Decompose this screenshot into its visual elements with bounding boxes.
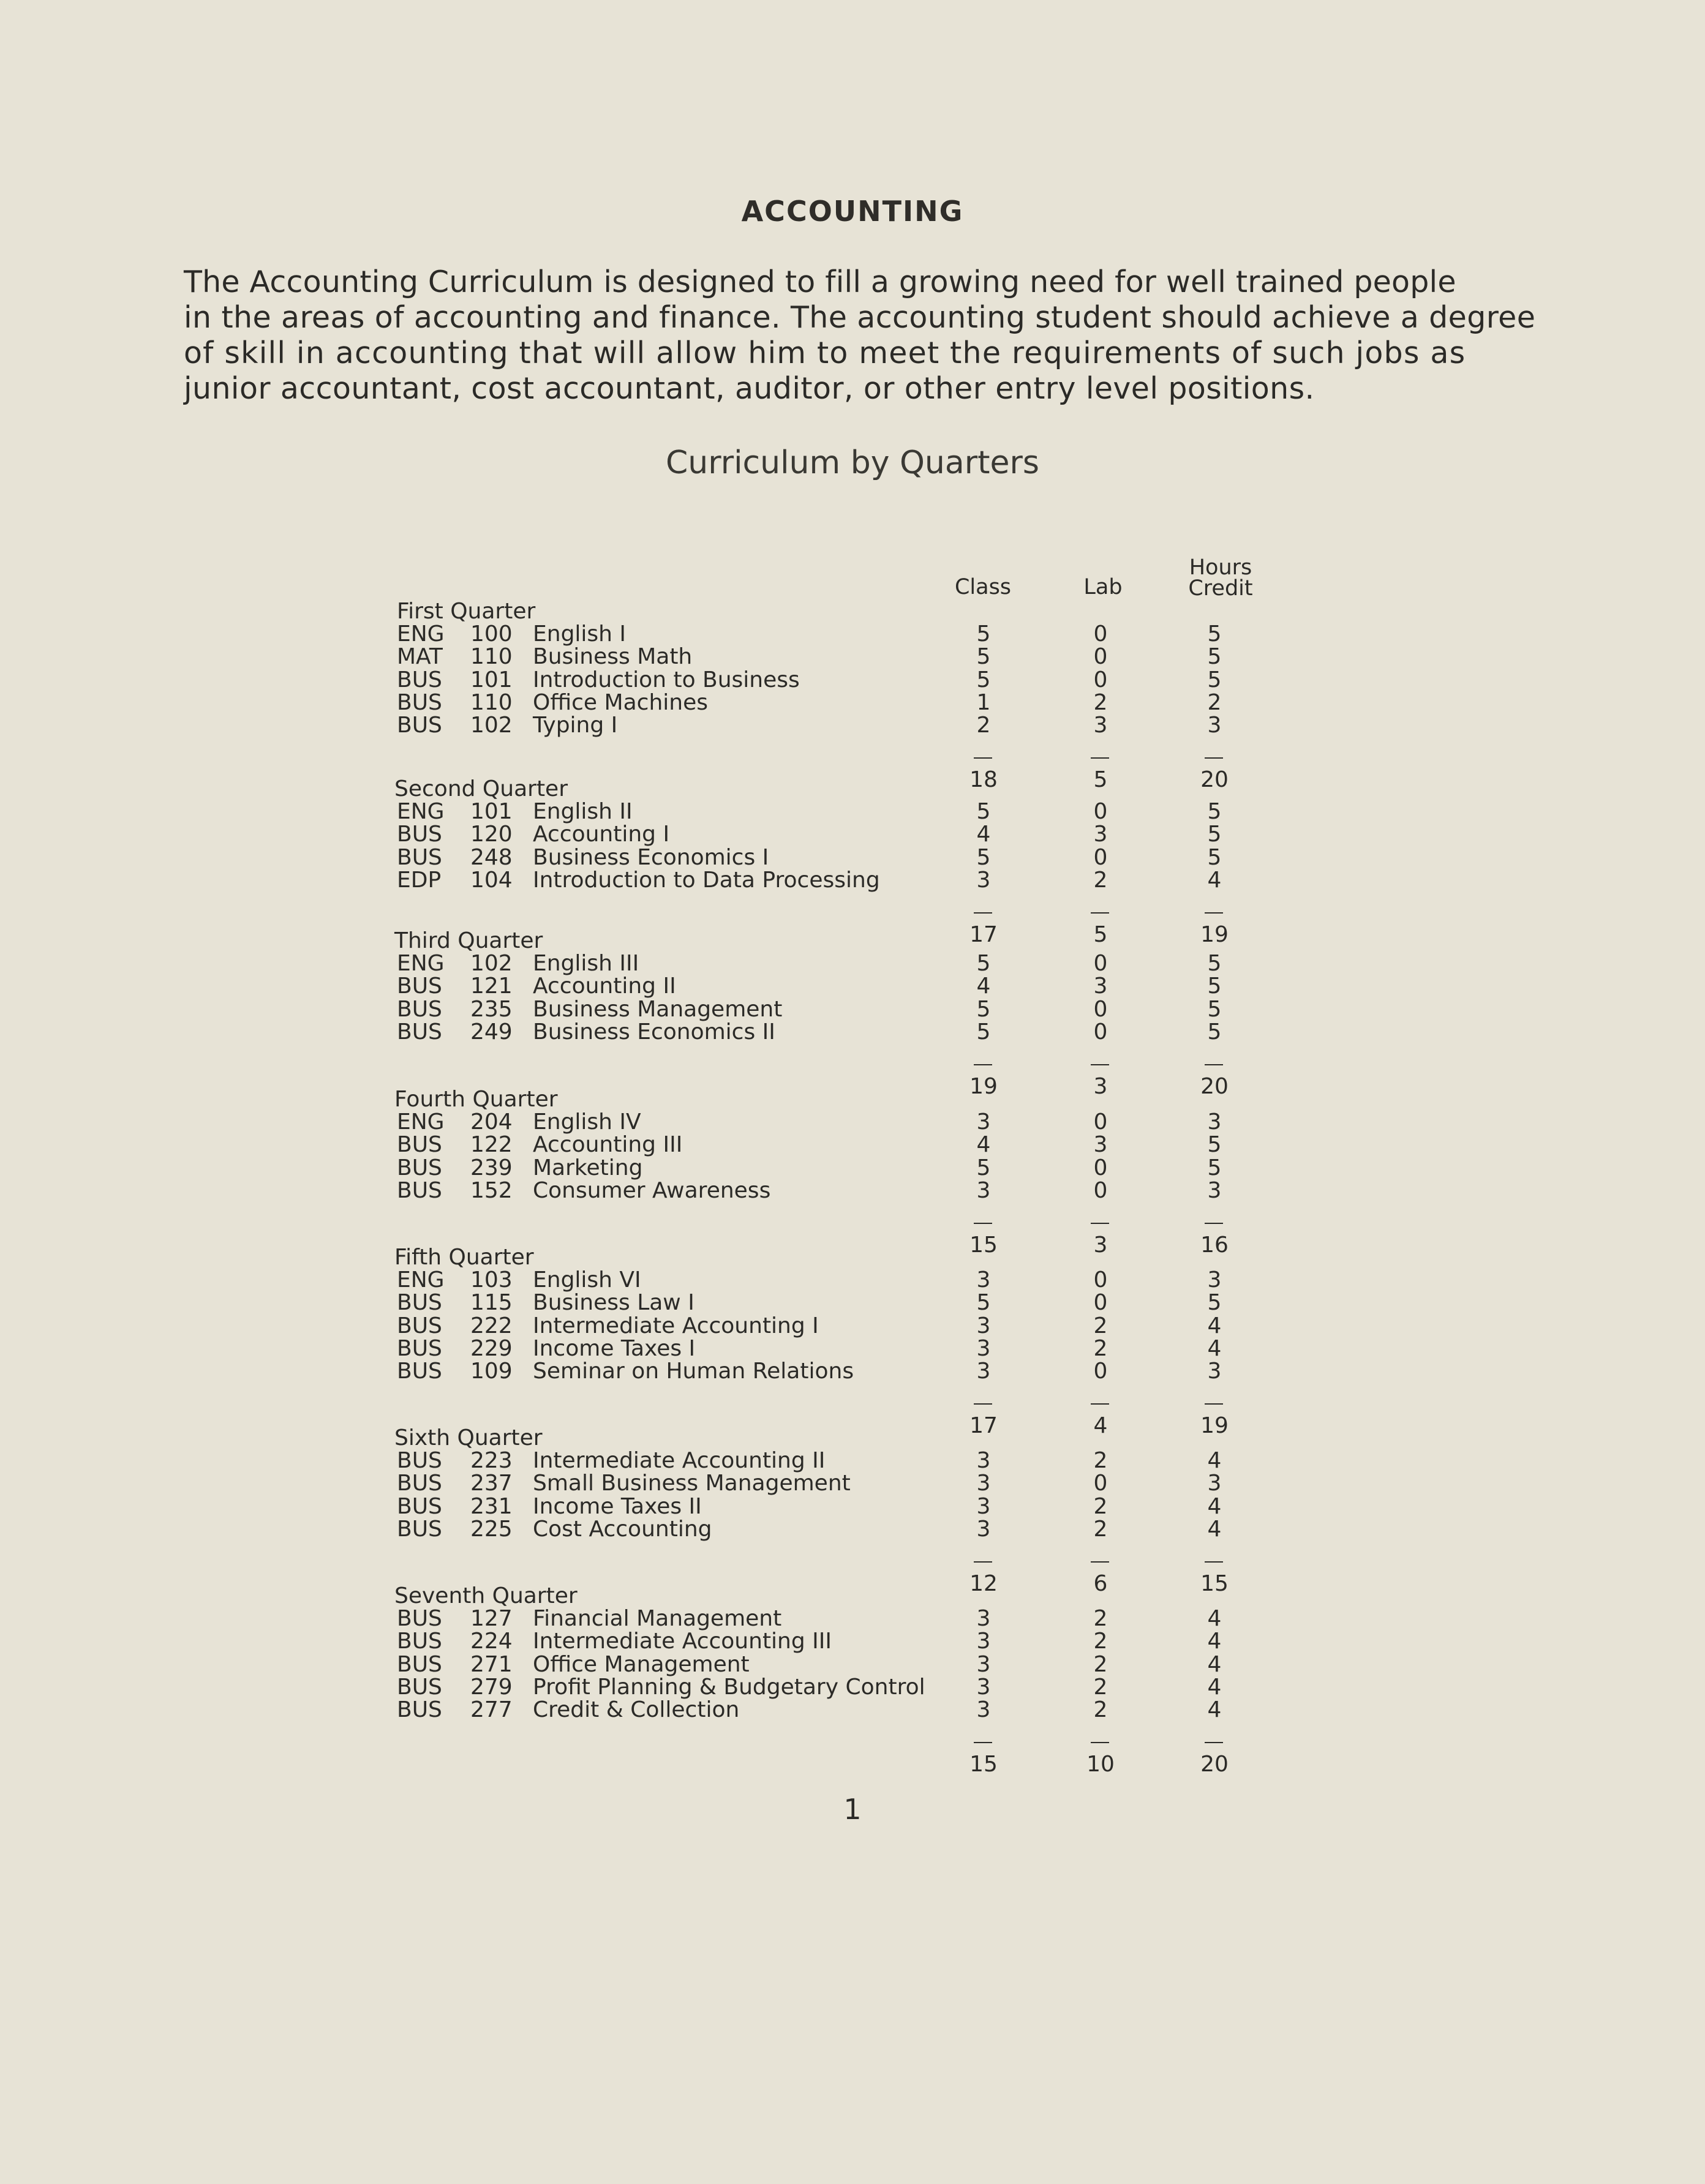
class-hours: 2 [976, 713, 991, 738]
credit-total: 15 [1200, 1571, 1229, 1596]
course-dept: BUS [397, 1019, 442, 1045]
course-title: English I [533, 621, 627, 647]
course-number: 235 [470, 996, 513, 1022]
course-number: 101 [470, 799, 513, 825]
class-hours: 3 [976, 1335, 991, 1361]
course-dept: BUS [397, 1335, 442, 1361]
class-hours: 5 [976, 1155, 991, 1180]
class-hours: 5 [976, 621, 991, 647]
course-dept: BUS [397, 1471, 442, 1496]
course-row [0, 691, 1705, 714]
lab-hours: 3 [1093, 713, 1108, 738]
lab-hours: 2 [1093, 1697, 1108, 1722]
course-number: 100 [470, 621, 513, 647]
course-title: Profit Planning & Budgetary Control [533, 1674, 925, 1700]
course-row [0, 846, 1705, 869]
credit-hours: 4 [1207, 1674, 1222, 1700]
lab-hours: 3 [1093, 822, 1108, 847]
class-hours: 3 [976, 1267, 991, 1293]
course-number: 277 [470, 1697, 513, 1722]
course-dept: BUS [397, 1651, 442, 1677]
credit-hours: 4 [1207, 1651, 1222, 1677]
class-total: 19 [969, 1074, 998, 1099]
lab-total-rule [1091, 757, 1109, 759]
course-title: Office Machines [533, 689, 708, 715]
class-hours: 5 [976, 996, 991, 1022]
course-number: 102 [470, 713, 513, 738]
course-number: 110 [470, 689, 513, 715]
lab-total-rule [1091, 912, 1109, 914]
class-hours: 3 [976, 867, 991, 893]
class-hours: 4 [976, 974, 991, 999]
course-title: Business Economics I [533, 844, 769, 870]
class-hours: 3 [976, 1629, 991, 1654]
credit-total-rule [1205, 1403, 1223, 1405]
course-dept: BUS [397, 844, 442, 870]
course-number: 271 [470, 1651, 513, 1677]
course-dept: BUS [397, 1359, 442, 1384]
credit-hours: 5 [1207, 974, 1222, 999]
course-number: 104 [470, 867, 513, 893]
lab-hours: 2 [1093, 1448, 1108, 1474]
class-hours: 3 [976, 1359, 991, 1384]
credit-hours: 5 [1207, 799, 1222, 825]
credit-hours: 4 [1207, 1516, 1222, 1542]
credit-total: 19 [1200, 922, 1229, 947]
intro-line: of skill in accounting that will allow him to meet the requirements of such jobs as [184, 336, 1466, 370]
course-dept: BUS [397, 1132, 442, 1158]
course-row [0, 1607, 1705, 1630]
lab-hours: 0 [1093, 1177, 1108, 1203]
course-number: 279 [470, 1674, 513, 1700]
lab-total: 6 [1093, 1571, 1108, 1596]
course-title: Income Taxes I [533, 1335, 696, 1361]
credit-total: 19 [1200, 1413, 1229, 1439]
course-number: 110 [470, 644, 513, 670]
course-title: Business Math [533, 644, 693, 670]
lab-hours: 2 [1093, 1606, 1108, 1632]
course-title: Seminar on Human Relations [533, 1359, 854, 1384]
course-row [0, 1630, 1705, 1653]
course-title: Accounting III [533, 1132, 683, 1158]
lab-hours: 0 [1093, 1359, 1108, 1384]
credit-hours: 5 [1207, 1019, 1222, 1045]
lab-hours: 0 [1093, 621, 1108, 647]
course-row [0, 1653, 1705, 1676]
class-hours: 3 [976, 1471, 991, 1496]
course-row [0, 1021, 1705, 1043]
course-row [0, 1676, 1705, 1698]
intro-line: in the areas of accounting and finance. The accounting student should achieve a degree [184, 300, 1536, 335]
course-dept: BUS [397, 1177, 442, 1203]
course-title: Accounting II [533, 974, 676, 999]
credit-hours: 4 [1207, 867, 1222, 893]
course-row [0, 1449, 1705, 1472]
credit-hours: 5 [1207, 996, 1222, 1022]
course-row [0, 1315, 1705, 1337]
quarter-title: First Quarter [397, 599, 536, 624]
quarter-totals-row [0, 1753, 1705, 1776]
credit-hours: 5 [1207, 644, 1222, 670]
course-number: 229 [470, 1335, 513, 1361]
course-dept: BUS [397, 1155, 442, 1180]
course-dept: ENG [397, 799, 445, 825]
class-hours: 5 [976, 799, 991, 825]
course-title: English II [533, 799, 633, 825]
class-hours: 5 [976, 667, 991, 692]
credit-hours: 4 [1207, 1697, 1222, 1722]
lab-hours: 0 [1093, 1267, 1108, 1293]
course-title: Income Taxes II [533, 1493, 702, 1519]
class-hours: 3 [976, 1313, 991, 1338]
lab-hours: 2 [1093, 867, 1108, 893]
course-title: Introduction to Business [533, 667, 800, 692]
lab-total-rule [1091, 1064, 1109, 1065]
class-total-rule [974, 757, 992, 759]
course-row [0, 1472, 1705, 1495]
lab-hours: 3 [1093, 974, 1108, 999]
course-row [0, 1360, 1705, 1383]
column-header-lab: Lab [1083, 575, 1123, 599]
credit-hours: 4 [1207, 1629, 1222, 1654]
course-dept: BUS [397, 713, 442, 738]
course-title: Intermediate Accounting I [533, 1313, 819, 1338]
credit-hours: 5 [1207, 1132, 1222, 1158]
lab-hours: 0 [1093, 1471, 1108, 1496]
credit-hours: 2 [1207, 689, 1222, 715]
class-total-rule [974, 1064, 992, 1065]
class-total: 15 [969, 1233, 998, 1258]
course-number: 121 [470, 974, 513, 999]
course-dept: ENG [397, 621, 445, 647]
curriculum-subtitle: Curriculum by Quarters [666, 445, 1039, 481]
lab-hours: 0 [1093, 1290, 1108, 1316]
course-number: 231 [470, 1493, 513, 1519]
lab-hours: 0 [1093, 1155, 1108, 1180]
course-dept: BUS [397, 667, 442, 692]
class-total-rule [974, 1403, 992, 1405]
course-dept: BUS [397, 689, 442, 715]
page-title: ACCOUNTING [741, 195, 964, 228]
course-title: English IV [533, 1109, 641, 1135]
lab-hours: 0 [1093, 1109, 1108, 1135]
intro-line: junior accountant, cost accountant, auditor, or other entry level positions. [184, 371, 1315, 406]
quarter-totals-row [0, 1572, 1705, 1595]
lab-total-rule [1091, 1742, 1109, 1743]
lab-total: 3 [1093, 1074, 1108, 1099]
course-title: Office Management [533, 1651, 750, 1677]
lab-hours: 2 [1093, 1516, 1108, 1542]
course-dept: ENG [397, 1267, 445, 1293]
quarter-title: Fourth Quarter [394, 1087, 558, 1112]
course-dept: BUS [397, 1697, 442, 1722]
course-row [0, 998, 1705, 1021]
lab-hours: 2 [1093, 689, 1108, 715]
course-dept: ENG [397, 951, 445, 977]
credit-total-rule [1205, 1742, 1223, 1743]
lab-total: 3 [1093, 1233, 1108, 1258]
course-dept: BUS [397, 1448, 442, 1474]
course-number: 152 [470, 1177, 513, 1203]
credit-hours: 5 [1207, 844, 1222, 870]
class-total: 18 [969, 767, 998, 793]
class-hours: 5 [976, 951, 991, 977]
course-title: English VI [533, 1267, 641, 1293]
credit-total-rule [1205, 757, 1223, 759]
class-hours: 3 [976, 1606, 991, 1632]
credit-hours: 3 [1207, 713, 1222, 738]
lab-hours: 0 [1093, 996, 1108, 1022]
course-number: 103 [470, 1267, 513, 1293]
quarter-title: Sixth Quarter [394, 1425, 543, 1450]
course-row [0, 823, 1705, 846]
course-row [0, 623, 1705, 645]
quarter-title: Second Quarter [394, 776, 568, 801]
intro-paragraph [184, 265, 1548, 407]
credit-hours: 4 [1207, 1335, 1222, 1361]
lab-total: 10 [1086, 1752, 1115, 1777]
credit-hours: 4 [1207, 1448, 1222, 1474]
quarter-totals-row [0, 768, 1705, 791]
credit-hours: 4 [1207, 1493, 1222, 1519]
credit-hours: 3 [1207, 1177, 1222, 1203]
course-row [0, 1291, 1705, 1314]
class-total: 12 [969, 1571, 998, 1596]
lab-total: 5 [1093, 767, 1108, 793]
course-row [0, 1111, 1705, 1133]
course-row [0, 1495, 1705, 1518]
course-number: 237 [470, 1471, 513, 1496]
course-dept: BUS [397, 1606, 442, 1632]
course-title: Introduction to Data Processing [533, 867, 880, 893]
credit-total: 16 [1200, 1233, 1229, 1258]
lab-hours: 2 [1093, 1674, 1108, 1700]
course-number: 120 [470, 822, 513, 847]
class-hours: 3 [976, 1516, 991, 1542]
quarter-totals-row [0, 1075, 1705, 1098]
lab-hours: 3 [1093, 1132, 1108, 1158]
class-total-rule [974, 1223, 992, 1224]
credit-hours: 3 [1207, 1471, 1222, 1496]
credit-hours: 5 [1207, 951, 1222, 977]
quarter-totals-row [0, 923, 1705, 946]
course-dept: BUS [397, 1674, 442, 1700]
course-title: English III [533, 951, 639, 977]
course-dept: BUS [397, 822, 442, 847]
course-title: Intermediate Accounting II [533, 1448, 826, 1474]
course-row [0, 1133, 1705, 1156]
quarter-title: Seventh Quarter [394, 1583, 578, 1608]
course-number: 239 [470, 1155, 513, 1180]
lab-hours: 0 [1093, 644, 1108, 670]
course-number: 127 [470, 1606, 513, 1632]
course-row [0, 975, 1705, 997]
lab-total-rule [1091, 1403, 1109, 1405]
course-number: 115 [470, 1290, 513, 1316]
lab-total-rule [1091, 1223, 1109, 1224]
course-row [0, 952, 1705, 975]
credit-hours: 5 [1207, 667, 1222, 692]
lab-hours: 0 [1093, 667, 1108, 692]
course-dept: MAT [397, 644, 443, 670]
quarter-title: Fifth Quarter [394, 1245, 534, 1270]
column-header-credit: Credit [1188, 576, 1253, 601]
credit-hours: 5 [1207, 822, 1222, 847]
lab-total: 4 [1093, 1413, 1108, 1439]
course-title: Business Economics II [533, 1019, 775, 1045]
class-total: 17 [969, 1413, 998, 1439]
course-dept: BUS [397, 974, 442, 999]
course-row [0, 1179, 1705, 1202]
course-dept: BUS [397, 1516, 442, 1542]
class-hours: 5 [976, 844, 991, 870]
course-title: Marketing [533, 1155, 643, 1180]
lab-hours: 0 [1093, 951, 1108, 977]
credit-hours: 3 [1207, 1267, 1222, 1293]
course-title: Accounting I [533, 822, 670, 847]
credit-total: 20 [1200, 1752, 1229, 1777]
credit-hours: 3 [1207, 1109, 1222, 1135]
credit-total-rule [1205, 1223, 1223, 1224]
class-hours: 3 [976, 1651, 991, 1677]
course-row [0, 1157, 1705, 1179]
course-title: Typing I [533, 713, 618, 738]
course-number: 101 [470, 667, 513, 692]
column-header-hours: Hours [1189, 555, 1252, 580]
credit-total: 20 [1200, 767, 1229, 793]
course-title: Intermediate Accounting III [533, 1629, 832, 1654]
class-hours: 4 [976, 822, 991, 847]
lab-hours: 0 [1093, 844, 1108, 870]
credit-total-rule [1205, 1561, 1223, 1563]
class-total: 15 [969, 1752, 998, 1777]
class-hours: 5 [976, 1290, 991, 1316]
column-header-hours-credit [1159, 557, 1282, 599]
course-number: 223 [470, 1448, 513, 1474]
course-row [0, 714, 1705, 737]
lab-hours: 2 [1093, 1651, 1108, 1677]
course-dept: EDP [397, 867, 442, 893]
credit-total: 20 [1200, 1074, 1229, 1099]
course-dept: BUS [397, 1313, 442, 1338]
class-hours: 3 [976, 1448, 991, 1474]
quarter-totals-row [0, 1414, 1705, 1437]
course-number: 249 [470, 1019, 513, 1045]
course-number: 222 [470, 1313, 513, 1338]
course-title: Business Law I [533, 1290, 694, 1316]
column-header-class: Class [954, 575, 1012, 599]
class-total-rule [974, 912, 992, 914]
credit-hours: 4 [1207, 1606, 1222, 1632]
intro-line: The Accounting Curriculum is designed to fill a growing need for well trained people [184, 265, 1456, 299]
class-hours: 5 [976, 1019, 991, 1045]
course-dept: BUS [397, 1493, 442, 1519]
credit-hours: 5 [1207, 621, 1222, 647]
class-total-rule [974, 1561, 992, 1563]
course-title: Consumer Awareness [533, 1177, 771, 1203]
course-dept: ENG [397, 1109, 445, 1135]
course-title: Cost Accounting [533, 1516, 712, 1542]
lab-hours: 2 [1093, 1493, 1108, 1519]
course-number: 102 [470, 951, 513, 977]
course-row [0, 1698, 1705, 1721]
course-number: 224 [470, 1629, 513, 1654]
course-number: 109 [470, 1359, 513, 1384]
credit-hours: 5 [1207, 1155, 1222, 1180]
class-hours: 3 [976, 1697, 991, 1722]
class-hours: 3 [976, 1493, 991, 1519]
course-dept: BUS [397, 1290, 442, 1316]
credit-hours: 4 [1207, 1313, 1222, 1338]
lab-hours: 0 [1093, 1019, 1108, 1045]
class-total: 17 [969, 922, 998, 947]
class-hours: 3 [976, 1109, 991, 1135]
course-dept: BUS [397, 1629, 442, 1654]
course-dept: BUS [397, 996, 442, 1022]
course-title: Business Management [533, 996, 783, 1022]
course-row [0, 1518, 1705, 1540]
course-row [0, 1337, 1705, 1360]
lab-total: 5 [1093, 922, 1108, 947]
class-hours: 3 [976, 1177, 991, 1203]
class-total-rule [974, 1742, 992, 1743]
course-row [0, 869, 1705, 891]
lab-hours: 0 [1093, 799, 1108, 825]
course-number: 248 [470, 844, 513, 870]
quarter-title: Third Quarter [394, 928, 543, 953]
course-title: Financial Management [533, 1606, 782, 1632]
course-row [0, 645, 1705, 668]
class-hours: 4 [976, 1132, 991, 1158]
credit-total-rule [1205, 1064, 1223, 1065]
course-number: 122 [470, 1132, 513, 1158]
course-number: 225 [470, 1516, 513, 1542]
page-number: 1 [843, 1793, 862, 1826]
lab-hours: 2 [1093, 1335, 1108, 1361]
credit-total-rule [1205, 912, 1223, 914]
lab-total-rule [1091, 1561, 1109, 1563]
class-hours: 5 [976, 644, 991, 670]
lab-hours: 2 [1093, 1313, 1108, 1338]
course-number: 204 [470, 1109, 513, 1135]
class-hours: 3 [976, 1674, 991, 1700]
course-row [0, 800, 1705, 823]
course-row [0, 669, 1705, 691]
class-hours: 1 [976, 689, 991, 715]
course-title: Credit & Collection [533, 1697, 740, 1722]
course-title: Small Business Management [533, 1471, 851, 1496]
quarter-totals-row [0, 1234, 1705, 1256]
credit-hours: 3 [1207, 1359, 1222, 1384]
credit-hours: 5 [1207, 1290, 1222, 1316]
course-row [0, 1269, 1705, 1291]
lab-hours: 2 [1093, 1629, 1108, 1654]
